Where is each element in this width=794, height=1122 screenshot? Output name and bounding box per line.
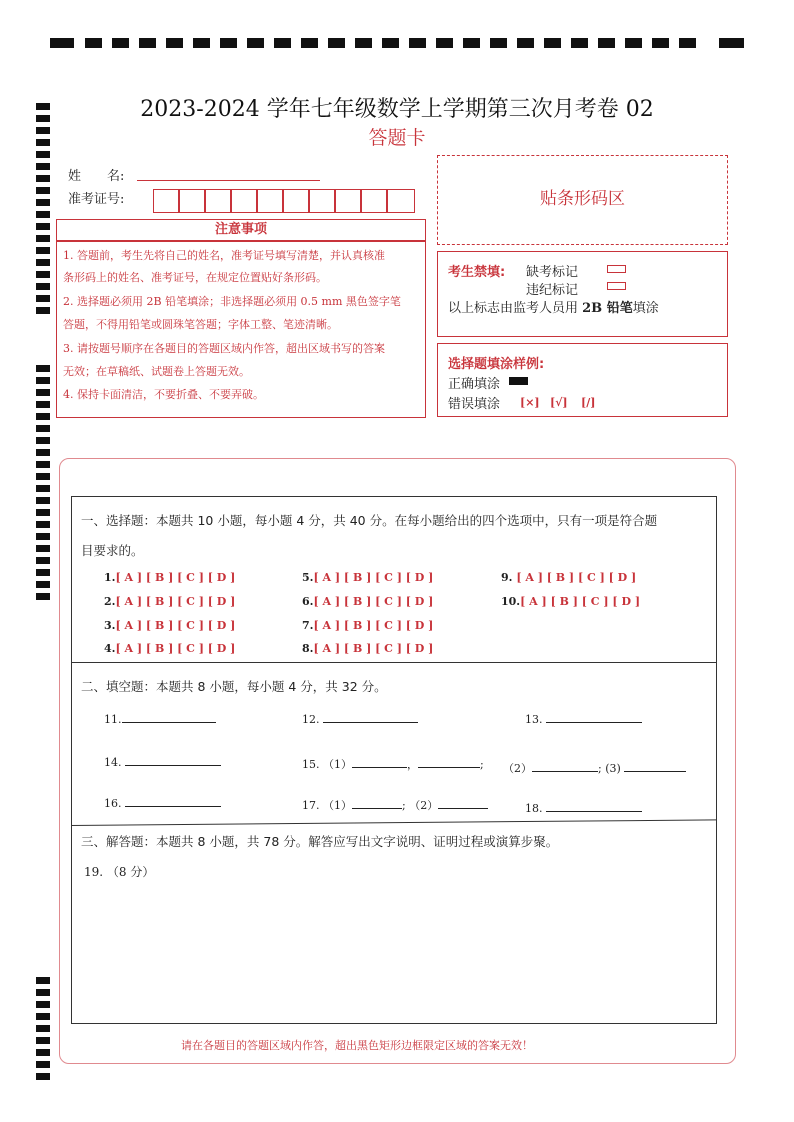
timing-mark [139, 38, 156, 48]
q-number: 5. [302, 571, 314, 584]
wrong-mark: [×] [520, 396, 540, 409]
timing-mark [301, 38, 318, 48]
answer-line[interactable] [438, 799, 488, 809]
q-number: 3. [104, 619, 116, 632]
q-number: 13. [525, 713, 543, 726]
q-number: 7. [302, 619, 314, 632]
name-label: 姓 名: [68, 169, 125, 184]
exam-id-box[interactable] [179, 189, 205, 213]
notice-line: 4. 保持卡面清洁，不要折叠、不要弄破。 [63, 388, 264, 401]
barcode-area: 贴条形码区 [437, 155, 728, 245]
exam-id-box[interactable] [231, 189, 257, 213]
timing-mark [652, 38, 669, 48]
exam-id-box[interactable] [257, 189, 283, 213]
answer-line[interactable] [532, 762, 598, 772]
violation-label: 违纪标记 [526, 283, 579, 298]
q-options[interactable]: [ A ] [ B ] [ C ] [ D ] [313, 619, 434, 632]
mc-question[interactable] [501, 571, 636, 584]
timing-mark [36, 1049, 50, 1056]
fill-blank-18[interactable] [525, 802, 642, 815]
section1-heading: 一、选择题：本题共 10 小题，每小题 4 分，共 40 分。在每小题给出的四个选项中，只有一项是符合题 [81, 513, 658, 528]
timing-mark [220, 38, 237, 48]
timing-mark [36, 235, 50, 242]
timing-mark [36, 413, 50, 420]
notice-box [56, 241, 426, 418]
part-label: （2） [503, 762, 532, 775]
q-options[interactable]: [ A ] [ B ] [ C ] [ D ] [313, 571, 434, 584]
timing-mark [36, 377, 50, 384]
timing-mark [36, 247, 50, 254]
timing-mark [36, 533, 50, 540]
q-number: 6. [302, 595, 314, 608]
footer-warning: 请在各题目的答题区域内作答，超出黑色矩形边框限定区域的答案无效！ [181, 1039, 533, 1052]
answer-line[interactable] [546, 713, 642, 723]
timing-mark [36, 581, 50, 588]
timing-mark [36, 365, 50, 372]
mc-question[interactable] [104, 642, 235, 655]
exam-id-box[interactable] [153, 189, 179, 213]
timing-mark [463, 38, 480, 48]
timing-mark [36, 1025, 50, 1032]
timing-mark [36, 1073, 50, 1080]
timing-mark [36, 259, 50, 266]
timing-mark [36, 425, 50, 432]
note-prefix: 以上标志由监考人员用 [448, 301, 583, 316]
timing-mark [436, 38, 453, 48]
timing-mark [36, 211, 50, 218]
answer-line[interactable] [352, 758, 407, 768]
q-number: 1. [104, 571, 116, 584]
q-number: 11. [104, 713, 122, 726]
exam-id-box[interactable] [387, 189, 415, 213]
exam-id-box[interactable] [205, 189, 231, 213]
timing-mark [36, 545, 50, 552]
notice-line: 无效；在草稿纸、试题卷上答题无效。 [63, 365, 250, 378]
timing-mark [679, 38, 696, 48]
timing-mark [355, 38, 372, 48]
q-number: 15. [302, 758, 320, 771]
fill-blank-15-cont[interactable]: （2） ; (3) [503, 760, 686, 776]
prohibited-heading: 考生禁填: [448, 265, 506, 280]
timing-mark [36, 151, 50, 158]
timing-mark [36, 593, 50, 600]
mc-question[interactable] [302, 571, 433, 584]
timing-mark [36, 401, 50, 408]
timing-mark [36, 1001, 50, 1008]
notice-line: 条形码上的姓名、准考证号，在规定位置贴好条形码。 [63, 271, 327, 284]
q-number: 16. [104, 797, 122, 810]
notice-line: 1. 答题前，考生先将自己的姓名，准考证号填写清楚，并认真核准 [63, 249, 385, 262]
mc-question[interactable] [501, 595, 640, 608]
timing-mark [36, 223, 50, 230]
timing-mark [50, 38, 74, 48]
answer-line[interactable] [418, 758, 480, 768]
fill-blank-14[interactable] [104, 756, 221, 769]
q-number: 4. [104, 642, 116, 655]
fill-blank-17[interactable]: 17. （1） ; （2） [302, 797, 488, 813]
notice-heading: 注意事项 [56, 219, 426, 241]
timing-mark [36, 1061, 50, 1068]
note-bold: 2B 铅笔 [582, 301, 633, 316]
part-label: （1） [323, 758, 352, 771]
timing-mark [36, 569, 50, 576]
note-suffix: 填涂 [632, 301, 659, 316]
timing-mark [36, 389, 50, 396]
exam-id-box[interactable] [283, 189, 309, 213]
exam-id-box[interactable] [309, 189, 335, 213]
timing-mark [274, 38, 291, 48]
timing-mark [517, 38, 534, 48]
fill-blank-11[interactable] [104, 713, 216, 726]
timing-mark [36, 497, 50, 504]
q-options[interactable]: [ A ] [ B ] [ C ] [ D ] [115, 619, 236, 632]
fill-blank-16[interactable] [104, 797, 221, 810]
timing-mark [490, 38, 507, 48]
answer-line[interactable] [546, 802, 642, 812]
timing-mark [85, 38, 102, 48]
correct-label: 正确填涂 [448, 377, 501, 392]
mc-question[interactable] [302, 642, 433, 655]
q-options[interactable]: [ A ] [ B ] [ C ] [ D ] [115, 642, 236, 655]
page-subtitle: 答题卡 [368, 127, 426, 149]
section-divider [71, 662, 717, 663]
question-19: 19. （8 分） [84, 865, 155, 879]
timing-mark [36, 307, 50, 314]
q-options[interactable]: [ A ] [ B ] [ C ] [ D ] [313, 642, 434, 655]
notice-line: 答题，不得用铅笔或圆珠笔答题；字体工整、笔迹清晰。 [63, 318, 338, 331]
answer-space-19[interactable] [80, 885, 708, 1015]
notice-line: 3. 请按题号顺序在各题目的答题区域内作答，超出区域书写的答案 [63, 342, 385, 355]
timing-mark [36, 473, 50, 480]
mc-question[interactable] [104, 595, 235, 608]
sample-box [437, 343, 728, 417]
part-label: （1） [323, 799, 352, 812]
wrong-mark: [/] [581, 396, 596, 409]
sample-heading: 选择题填涂样例: [448, 357, 545, 372]
q-options[interactable]: [ A ] [ B ] [ C ] [ D ] [115, 595, 236, 608]
answer-line[interactable] [323, 713, 418, 723]
timing-mark [36, 271, 50, 278]
q-number: 17. [302, 799, 320, 812]
timing-mark [571, 38, 588, 48]
timing-mark [193, 38, 210, 48]
notice-line: 2. 选择题必须用 2B 铅笔填涂；非选择题必须用 0.5 mm 黑色签字笔 [63, 295, 401, 308]
fill-blank-13[interactable] [525, 713, 642, 726]
part-label: (3) [605, 762, 621, 775]
timing-mark [36, 1013, 50, 1020]
answer-line[interactable] [125, 797, 221, 807]
timing-mark [247, 38, 264, 48]
timing-mark [36, 485, 50, 492]
section3-heading: 三、解答题：本题共 8 小题，共 78 分。解答应写出文字说明、证明过程或演算步聚。 [81, 834, 559, 849]
timing-mark [36, 175, 50, 182]
timing-mark [36, 557, 50, 564]
q-options[interactable]: [ A ] [ B ] [ C ] [ D ] [313, 595, 434, 608]
prohibited-note [448, 297, 659, 316]
section1-heading-cont: 目要求的。 [81, 543, 144, 558]
timing-mark [36, 295, 50, 302]
timing-mark [36, 283, 50, 290]
q-number: 18. [525, 802, 543, 815]
timing-mark [328, 38, 345, 48]
q-number: 12. [302, 713, 320, 726]
q-number: 8. [302, 642, 314, 655]
timing-mark [719, 38, 744, 48]
timing-mark [409, 38, 426, 48]
timing-mark [36, 163, 50, 170]
correct-fill-sample [509, 377, 528, 385]
q-options[interactable]: [ A ] [ B ] [ C ] [ D ] [516, 571, 637, 584]
timing-mark [36, 449, 50, 456]
timing-mark [36, 461, 50, 468]
section2-heading: 二、填空题：本题共 8 小题，每小题 4 分，共 32 分。 [81, 679, 387, 694]
exam-id-box[interactable] [335, 189, 361, 213]
timing-mark [382, 38, 399, 48]
timing-mark [36, 989, 50, 996]
answer-line[interactable] [122, 713, 216, 723]
timing-mark [36, 521, 50, 528]
timing-mark [36, 1037, 50, 1044]
exam-id-box[interactable] [361, 189, 387, 213]
page-title: 2023-2024 学年七年级数学上学期第三次月考卷 02 [140, 97, 654, 122]
q-number: 10. [501, 595, 521, 608]
violation-checkbox[interactable] [607, 282, 626, 290]
fill-blank-15[interactable]: 15. （1） ， ; [302, 758, 484, 771]
prohibited-box [437, 251, 728, 337]
timing-mark [36, 199, 50, 206]
absent-label: 缺考标记 [526, 265, 579, 280]
wrong-mark: [√] [550, 396, 568, 409]
timing-mark [166, 38, 183, 48]
timing-mark [112, 38, 129, 48]
timing-mark [36, 509, 50, 516]
mc-question[interactable] [104, 571, 235, 584]
fill-blank-12[interactable] [302, 713, 418, 726]
mc-question[interactable] [302, 595, 433, 608]
exam-id-label: 准考证号: [68, 192, 125, 207]
mc-question[interactable] [302, 619, 433, 632]
timing-mark [544, 38, 561, 48]
timing-mark [36, 437, 50, 444]
absent-checkbox[interactable] [607, 265, 626, 273]
answer-line[interactable] [125, 756, 221, 766]
mc-question[interactable] [104, 619, 235, 632]
q-number: 2. [104, 595, 116, 608]
part-label: （2） [409, 799, 439, 812]
q-options[interactable]: [ A ] [ B ] [ C ] [ D ] [115, 571, 236, 584]
q-number: 9. [501, 571, 517, 584]
timing-mark [36, 977, 50, 984]
answer-line[interactable] [624, 762, 686, 772]
q-options[interactable]: [ A ] [ B ] [ C ] [ D ] [520, 595, 641, 608]
name-field[interactable] [137, 180, 320, 181]
wrong-label: 错误填涂 [448, 397, 501, 412]
q-number: 14. [104, 756, 122, 769]
timing-mark [625, 38, 642, 48]
timing-mark [36, 187, 50, 194]
timing-mark [598, 38, 615, 48]
answer-line[interactable] [352, 799, 402, 809]
